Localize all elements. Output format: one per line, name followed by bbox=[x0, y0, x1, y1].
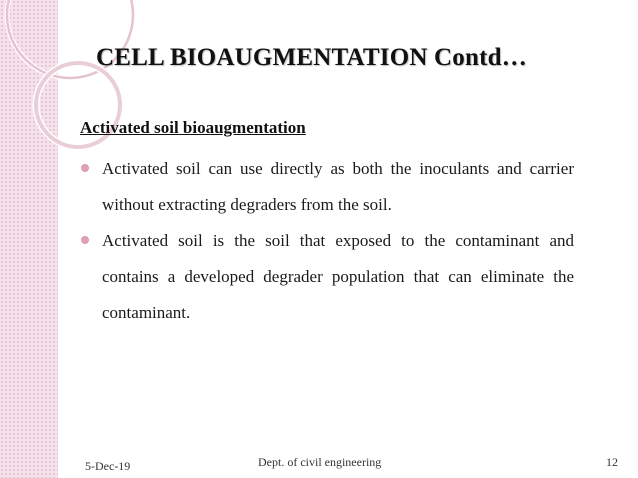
bullet-text: Activated soil can use directly as both the inoculants and carrier without extracting degraders from the soil. bbox=[102, 159, 574, 214]
bullet-text: Activated soil is the soil that exposed to the contaminant and contains a developed degrader population that can eliminate the contaminant. bbox=[102, 231, 574, 322]
section-subheading: Activated soil bioaugmentation bbox=[80, 118, 306, 137]
slide-title: CELL BIOAUGMENTATION Contd… bbox=[96, 44, 527, 71]
footer-department: Dept. of civil engineering bbox=[258, 455, 382, 469]
bullet-dot-icon bbox=[81, 236, 89, 244]
footer-date: 5-Dec-19 bbox=[85, 459, 131, 473]
bullet-list bbox=[80, 151, 574, 331]
bullet-item bbox=[80, 151, 574, 223]
page-number: 12 bbox=[606, 455, 618, 469]
bullet-dot-icon bbox=[81, 164, 89, 172]
bullet-item bbox=[80, 223, 574, 331]
